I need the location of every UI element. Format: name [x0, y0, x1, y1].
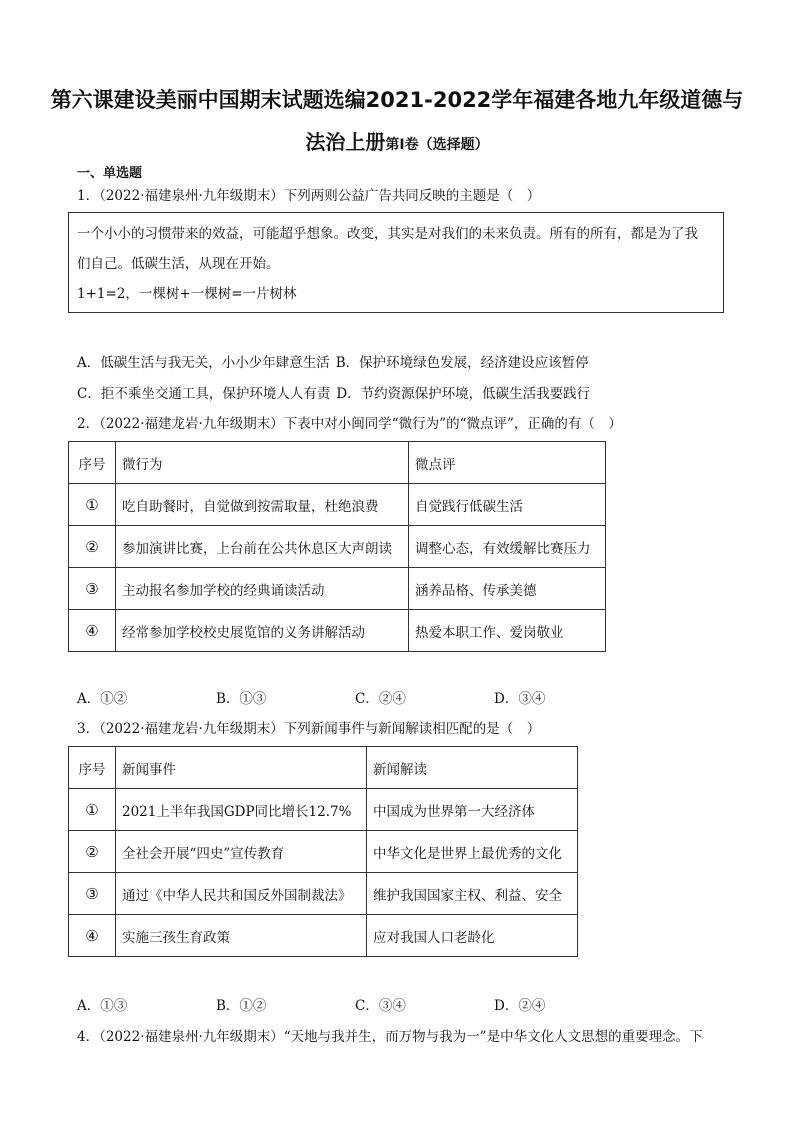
material-line: 们自己。低碳生活，从现在开始。: [77, 256, 280, 272]
option-a[interactable]: A．①③: [77, 998, 128, 1014]
document-title: 第六课建设美丽中国期末试题选编2021-2022学年福建各地九年级道德与: [50, 88, 744, 112]
table-cell: 实施三孩生育政策: [116, 915, 367, 957]
table-cell-index: ④: [69, 610, 116, 652]
table-row: [69, 831, 578, 873]
table-cell: 中华文化是世界上最优秀的文化: [367, 831, 578, 873]
table-header-cell: 序号: [69, 747, 116, 789]
option-b[interactable]: B．①②: [216, 998, 267, 1014]
option-a[interactable]: A．①②: [77, 691, 128, 707]
table-header-cell: 新闻解读: [367, 747, 578, 789]
question-4-stem: 4．（2022·福建泉州·九年级期末）“天地与我并生，而万物与我为一”是中华文化人文思想的重要理念。下: [77, 1029, 703, 1045]
table-cell-index: ①: [69, 484, 116, 526]
option-c[interactable]: C．③④: [355, 998, 406, 1014]
table-row: [69, 526, 606, 568]
table-cell-index: ③: [69, 568, 116, 610]
table-cell: 调整心态，有效缓解比赛压力: [409, 526, 606, 568]
option-c[interactable]: C．②④: [355, 691, 406, 707]
material-line: 1+1=2，一棵树+一棵树=一片树林: [77, 286, 297, 302]
table-cell: 中国成为世界第一大经济体: [367, 789, 578, 831]
table-cell-index: ②: [69, 526, 116, 568]
table-header-cell: 微行为: [116, 442, 409, 484]
table-cell: 吃自助餐时，自觉做到按需取量，杜绝浪费: [116, 484, 409, 526]
table-row: [69, 873, 578, 915]
table-cell-index: ②: [69, 831, 116, 873]
question-1-options-row-2: [77, 384, 590, 404]
table-row: [69, 484, 606, 526]
volume-label: 第I卷（选择题）: [385, 137, 489, 153]
option-d[interactable]: D．③④: [494, 691, 546, 707]
question-1-material: [68, 212, 724, 313]
question-2-options: [77, 689, 545, 709]
table-header-cell: 新闻事件: [116, 747, 367, 789]
table-row: [69, 568, 606, 610]
table-header-cell: 序号: [69, 442, 116, 484]
table-cell: 维护我国国家主权、利益、安全: [367, 873, 578, 915]
table-header-row: [69, 747, 578, 789]
option-b[interactable]: B．保护环境绿色发展，经济建设应该暂停: [335, 355, 589, 371]
question-2-table: [68, 441, 606, 652]
table-cell: 自觉践行低碳生活: [409, 484, 606, 526]
table-cell: 主动报名参加学校的经典诵读活动: [116, 568, 409, 610]
table-cell: 全社会开展“四史”宣传教育: [116, 831, 367, 873]
option-b[interactable]: B．①③: [216, 691, 267, 707]
table-row: [69, 915, 578, 957]
question-3-table: [68, 746, 578, 957]
document-title-continued: [0, 126, 794, 155]
question-3-stem: 3．（2022·福建龙岩·九年级期末）下列新闻事件与新闻解读相匹配的是（ ）: [77, 721, 541, 737]
table-cell: 经常参加学校校史展览馆的义务讲解活动: [116, 610, 409, 652]
table-cell: 参加演讲比赛，上台前在公共休息区大声朗读: [116, 526, 409, 568]
question-3-options: [77, 996, 545, 1016]
material-line: 一个小小的习惯带来的效益，可能超乎想象。改变，其实是对我们的未来负责。所有的所有，都是为了我: [77, 226, 698, 242]
table-cell: 涵养品格、传承美德: [409, 568, 606, 610]
option-a[interactable]: A．低碳生活与我无关，小小少年肆意生活: [77, 355, 330, 371]
section-heading: 一、单选题: [77, 166, 143, 181]
option-d[interactable]: D．②④: [494, 998, 546, 1014]
question-2-stem: 2．（2022·福建龙岩·九年级期末）下表中对小闽同学“微行为”的“微点评”，正确的有（ ）: [77, 416, 622, 432]
option-d[interactable]: D．节约资源保护环境，低碳生活我要践行: [336, 386, 591, 402]
table-header-row: [69, 442, 606, 484]
table-cell-index: ③: [69, 873, 116, 915]
table-cell: 2021上半年我国GDP同比增长12.7%: [116, 789, 367, 831]
table-row: [69, 610, 606, 652]
table-row: [69, 789, 578, 831]
table-cell: 应对我国人口老龄化: [367, 915, 578, 957]
document-title-subject: 法治上册: [305, 130, 386, 154]
table-cell: 热爱本职工作、爱岗敬业: [409, 610, 606, 652]
table-header-cell: 微点评: [409, 442, 606, 484]
table-cell-index: ①: [69, 789, 116, 831]
table-cell-index: ④: [69, 915, 116, 957]
question-1-options-row-1: [77, 353, 589, 373]
question-1-stem: 1．（2022·福建泉州·九年级期末）下列两则公益广告共同反映的主题是（ ）: [77, 188, 541, 204]
table-cell: 通过《中华人民共和国反外国制裁法》: [116, 873, 367, 915]
option-c[interactable]: C．拒不乘坐交通工具，保护环境人人有责: [77, 386, 331, 402]
